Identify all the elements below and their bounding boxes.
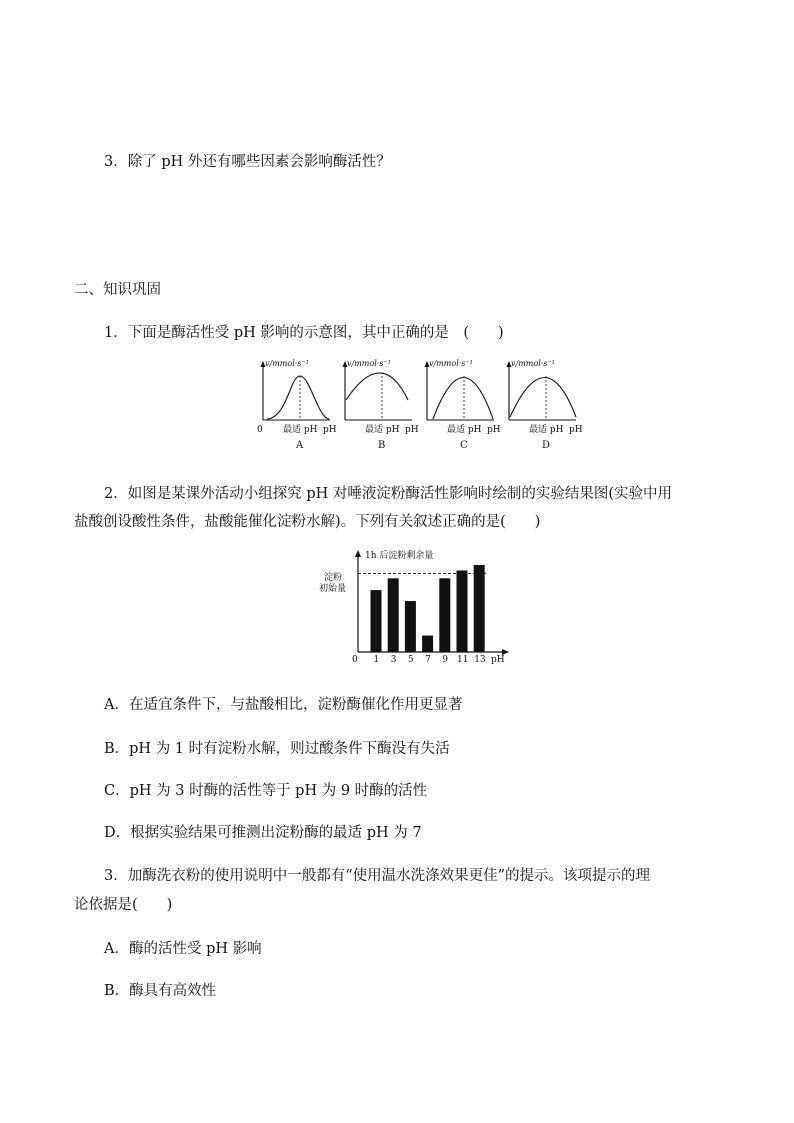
tick-label-5: 5 [407,655,414,665]
question-3-text-line1: 3．加酶洗衣粉的使用说明中一般都有“使用温水洗涤效果更佳”的提示。该项提示的理 [104,868,651,884]
bar-ph-7 [422,636,433,652]
question-3-text-line2: 论依据是( ) [74,897,173,913]
y-axis-arrow [355,550,361,557]
x-axis-label: 最适 pH [283,425,318,435]
q3-option-a: A．酶的活性受 pH 影响 [104,941,262,957]
tick-label-1: 1 [373,655,380,665]
x-unit-label: pH [323,425,337,435]
x-unit-label: pH [405,425,419,435]
activity-curve [267,376,329,419]
question-2-text-line1: 2．如图是某课外活动小组探究 pH 对唾液淀粉酶活性影响时绘制的实验结果图(实验中用 [104,486,673,502]
tick-label-3: 3 [390,655,397,665]
graph-b [343,359,419,451]
activity-curve [346,373,408,400]
reference-label-line2: 初始量 [319,584,347,594]
reference-label-line1: 淀粉 [324,573,343,583]
q3-option-b: B．酶具有高效性 [104,983,217,999]
q2-option-d: D．根据实验结果可推测出淀粉酶的最适 pH 为 7 [104,825,422,841]
x-axis-label: 最适 pH [529,425,564,435]
graph-letter: A [296,440,304,451]
ph-graphs-figure [252,354,592,454]
x-axis-label: 最适 pH [447,425,482,435]
origin-label: 0 [257,425,263,435]
x-unit-label: pH [569,425,583,435]
y-axis-label: v/mmol·s⁻¹ [347,359,391,368]
bar-ph-9 [439,578,450,652]
bar-ph-11 [457,570,468,652]
bar-ph-1 [371,590,382,652]
starch-remaining-bar-chart [310,548,510,668]
question-1-text: 1．下面是酶活性受 pH 影响的示意图，其中正确的是 ( ) [104,325,504,341]
graph-d [507,359,583,451]
graph-letter: B [378,440,386,451]
activity-curve [433,378,493,420]
activity-curve [510,378,576,418]
bar-ph-13 [474,565,485,652]
question-3-previous: 3．除了 pH 外还有哪些因素会影响酶活性？ [104,154,391,170]
q2-option-a: A．在适宜条件下，与盐酸相比，淀粉酶催化作用更显著 [104,697,463,713]
tick-label-9: 9 [442,655,449,665]
q2-option-b: B．pH 为 1 时有淀粉水解，则过酸条件下酶没有失活 [104,741,450,757]
x-origin-label: 0 [352,655,358,665]
bar-ph-3 [388,578,399,652]
graph-a [257,359,337,451]
y-axis-label: v/mmol·s⁻¹ [429,359,473,368]
bar-ph-5 [405,601,416,652]
y-axis-label: v/mmol·s⁻¹ [265,359,309,368]
tick-label-11: 11 [457,655,469,665]
graph-c [425,359,501,451]
q2-option-c: C．pH 为 3 时酶的活性等于 pH 为 9 时酶的活性 [104,783,428,799]
x-axis-label: 最适 pH [365,425,400,435]
x-axis-label: pH [491,655,505,665]
y-axis-label: v/mmol·s⁻¹ [511,359,555,368]
question-2-text-line2: 盐酸创设酸性条件，盐酸能催化淀粉水解)。下列有关叙述正确的是( ) [74,514,541,530]
graph-letter: C [460,440,468,451]
x-unit-label: pH [487,425,501,435]
section-heading: 二、知识巩固 [74,282,161,298]
tick-label-13: 13 [474,655,486,665]
tick-label-7: 7 [425,655,431,665]
graph-letter: D [542,440,551,451]
chart-title: 1h 后淀粉剩余量 [365,551,434,561]
